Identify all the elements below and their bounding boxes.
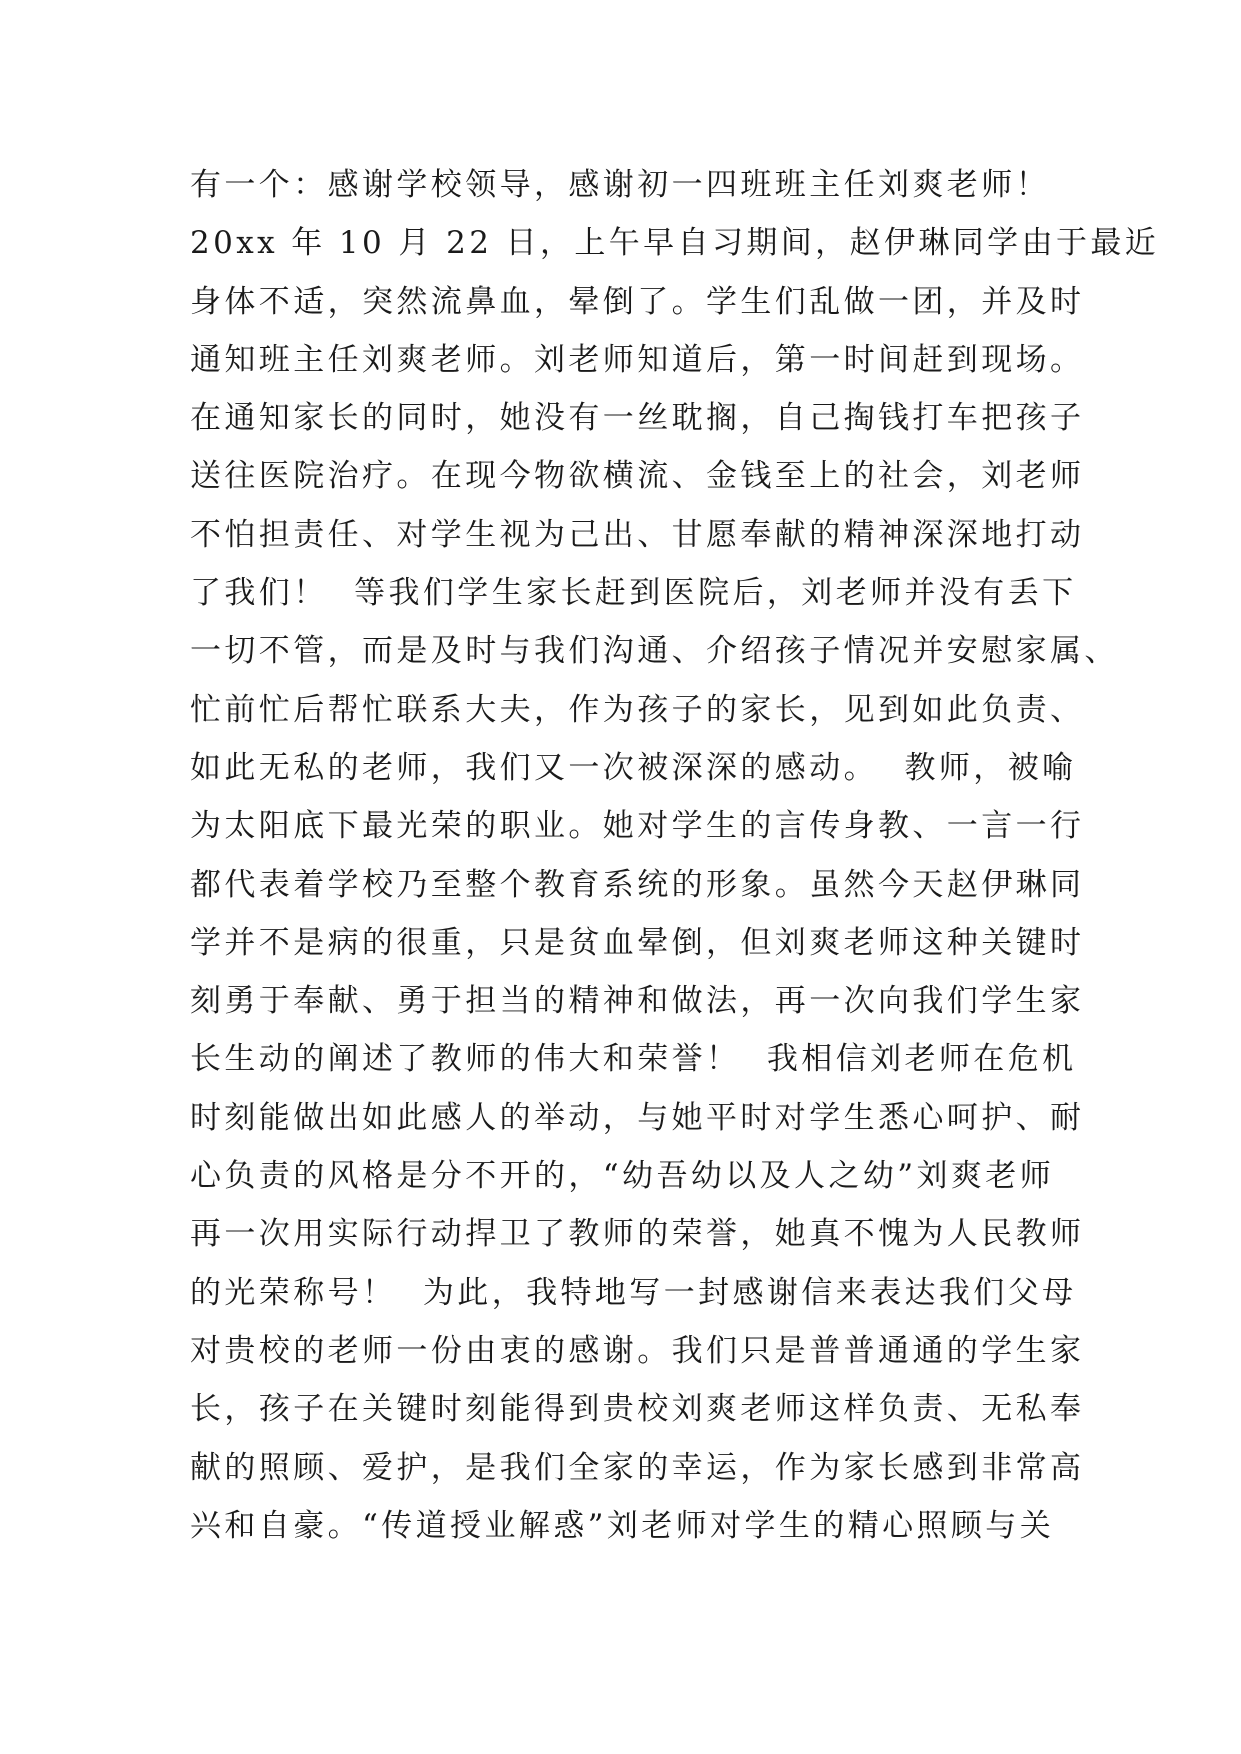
text-line: 身体不适，突然流鼻血，晕倒了。学生们乱做一团，并及时 (190, 283, 1085, 320)
text-line: 通知班主任刘爽老师。刘老师知道后，第一时间赶到现场。 (190, 341, 1085, 378)
letter-body (190, 156, 1160, 1555)
text-line: 有一个：感谢学校领导，感谢初一四班班主任刘爽老师！ (190, 167, 1050, 203)
text-line: 都代表着学校乃至整个教育系统的形象。虽然今天赵伊琳同 (190, 866, 1085, 903)
text-line: 为太阳底下最光荣的职业。她对学生的言传身教、一言一行 (190, 808, 1085, 845)
text-line: 时刻能做出如此感人的举动，与她平时对学生悉心呵护、耐 (190, 1099, 1085, 1136)
text-line: 兴和自豪。“传道授业解惑”刘老师对学生的精心照顾与关 (190, 1507, 1055, 1544)
text-line: 心负责的风格是分不开的，“幼吾幼以及人之幼”刘爽老师 (190, 1158, 1055, 1195)
text-line: 如此无私的老师，我们又一次被深深的感动。 教师，被喻 (190, 749, 1077, 786)
text-line: 一切不管，而是及时与我们沟通、介绍孩子情况并安慰家属、 (190, 633, 1119, 670)
text-line: 长，孩子在关键时刻能得到贵校刘爽老师这样负责、无私奉 (190, 1391, 1085, 1428)
text-line: 送往医院治疗。在现今物欲横流、金钱至上的社会，刘老师 (190, 458, 1085, 495)
text-line: 不怕担责任、对学生视为己出、甘愿奉献的精神深深地打动 (190, 516, 1085, 553)
text-line: 在通知家长的同时，她没有一丝耽搁，自己掏钱打车把孩子 (190, 400, 1085, 437)
text-line: 对贵校的老师一份由衷的感谢。我们只是普普通通的学生家 (190, 1332, 1085, 1369)
text-line: 再一次用实际行动捍卫了教师的荣誉，她真不愧为人民教师 (190, 1216, 1085, 1253)
text-line: 献的照顾、爱护，是我们全家的幸运，作为家长感到非常高 (190, 1449, 1085, 1486)
text-line: 了我们！ 等我们学生家长赶到医院后，刘老师并没有丢下 (190, 575, 1077, 612)
text-line: 学并不是病的很重，只是贫血晕倒，但刘爽老师这种关键时 (190, 924, 1085, 961)
text-line: 忙前忙后帮忙联系大夫，作为孩子的家长，见到如此负责、 (190, 691, 1085, 728)
text-line: 的光荣称号！ 为此，我特地写一封感谢信来表达我们父母 (190, 1274, 1077, 1311)
text-line: 刻勇于奉献、勇于担当的精神和做法，再一次向我们学生家 (190, 983, 1085, 1020)
text-line: 长生动的阐述了教师的伟大和荣誉！ 我相信刘老师在危机 (190, 1041, 1077, 1078)
text-line: 20xx 年 10 月 22 日，上午早自习期间，赵伊琳同学由于最近 (190, 225, 1160, 262)
